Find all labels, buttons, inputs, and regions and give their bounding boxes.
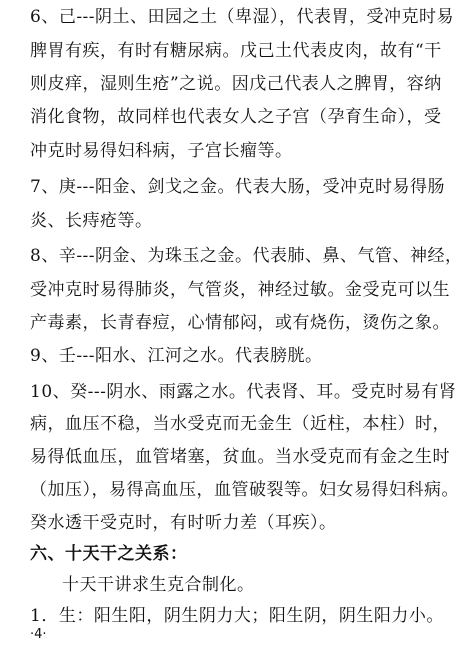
text-line: 病，血压不稳，当水受克而无金生（近柱，本柱）时， — [30, 414, 450, 434]
text-line: （加压），易得高血压，血管破裂等。妇女易得妇科病。 — [30, 480, 459, 500]
text-line: 则皮痒，湿则生疮”之说。因戊己代表人之脾胃，容纳 — [30, 74, 442, 94]
text-line: 消化食物，故同样也代表女人之子宫（孕育生命），受 — [30, 107, 442, 127]
text-line: 9、壬---阳水、江河之水。代表膀胱。 — [30, 346, 323, 366]
text-line: 10、癸---阴水、雨露之水。代表肾、耳。受克时易有肾 — [30, 382, 457, 402]
text-line: 冲克时易得妇科病，子宫长瘤等。 — [30, 141, 293, 161]
text-line: 产毒素，长青春痘，心情郁闷，或有烧伤，烫伤之象。 — [30, 313, 450, 333]
page-number: ·4· — [30, 627, 47, 642]
text-line: 炎、长痔疮等。 — [30, 211, 153, 231]
text-line: 6、己---阴土、田园之土（卑湿），代表胃，受冲克时易 — [30, 7, 455, 27]
intro-line: 十天干讲求生克合制化。 — [62, 575, 255, 595]
text-line: 易得低血压，血管堵塞，贫血。当水受克而有金之生时 — [30, 447, 450, 467]
text-line: 脾胃有疾，有时有糖尿病。戊己土代表皮肉，故有“干 — [30, 41, 442, 61]
text-line: 受冲克时易得肺炎，气管炎，神经过敏。金受克可以生 — [30, 280, 450, 300]
section-heading: 六、十天干之关系： — [30, 544, 188, 564]
text-line: 7、庚---阳金、剑戈之金。代表大肠，受冲克时易得肠 — [30, 177, 446, 197]
item-line: 1．生：阳生阳，阴生阴力大；阳生阴，阴生阳力小。 — [30, 606, 444, 626]
text-line: 8、辛---阴金、为珠玉之金。代表肺、鼻、气管、神经， — [30, 246, 463, 266]
text-line: 癸水透干受克时，有时听力差（耳疾）。 — [30, 513, 337, 533]
